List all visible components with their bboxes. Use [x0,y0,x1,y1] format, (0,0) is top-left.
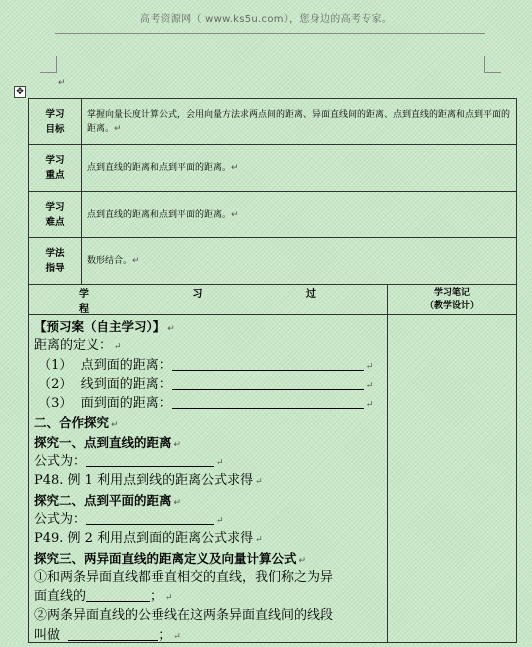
formula-line-1: 公式为： ↵ [34,454,224,470]
row-content [87,238,510,284]
coop-title: 二、合作探究 ↵ [34,415,119,431]
method-text: 数形结合。 [87,256,133,266]
notes-column[interactable] [387,315,516,642]
process-body [34,317,384,645]
definition-1-line-b: 面直线的 ； ↵ [34,589,173,605]
label-line-2: 指导 [45,263,65,274]
formula-line-2: 公式为： ↵ [34,511,224,527]
label-line-2: 重点 [45,170,65,181]
difficulties-text: 点到直线的距离和点到平面的距离。 [87,209,232,220]
answer-blank[interactable] [86,453,214,467]
definition-1-line-a: ①和两条异面直线都垂直相交的直线，我们称之为异 [34,569,334,585]
answer-blank[interactable] [172,357,364,371]
preview-title: 【预习案（自主学习）】 ↵ [34,319,175,334]
crop-mark-left [40,56,57,73]
row-label [29,238,82,284]
paragraph-mark: ↵ [58,78,66,88]
label-line-2: 目标 [45,123,65,135]
definition-2-line-b: 叫做 ； ↵ [34,627,181,643]
row-content [87,192,510,237]
lesson-plan-table [28,98,517,643]
answer-blank[interactable] [172,376,364,390]
item-1: （1） 点到面的距离： ↵ [38,357,374,373]
label-line-2: 难点 [45,216,65,228]
notes-header-line-2: （教学设计） [424,301,479,311]
header-rule [55,33,485,34]
row-label [29,145,82,191]
example-2: P49. 例 2 利用点到面的距离公式求得 ↵ [34,531,263,547]
table-row-objective [29,99,516,145]
paragraph-mark: ↵ [231,209,239,220]
label-line-1: 学习 [45,108,65,120]
item-3: （3） 面到面的距离： ↵ [38,396,374,412]
paragraph-mark: ↵ [231,163,239,173]
objective-text: 掌握向量长度计算公式，会用向量方法求两点间的距离、异面直线间的距离、点到直线的距离和点到平面的距离。 [87,109,511,134]
process-header: 学 习 过 程 [79,289,366,315]
answer-blank[interactable] [86,588,150,602]
table-row-difficulties [29,192,516,238]
table-row-key-points [29,145,516,192]
table-row-method [29,238,516,285]
row-content [87,145,510,191]
paragraph-mark: ↵ [114,123,122,134]
crop-mark-right [484,56,501,73]
notes-header-line-1: 学习笔记 [433,288,470,298]
row-content [87,99,510,144]
label-line-1: 学习 [45,155,65,166]
item-2: （2） 线到面的距离： ↵ [38,376,374,392]
label-line-1: 学习 [45,201,65,213]
answer-blank[interactable] [86,511,214,525]
page-header-text: 高考资源网（ www.ks5u.com），您身边的高考专家。 [139,14,393,25]
explore-2-title: 探究二、点到平面的距离 ↵ [34,492,182,508]
key-points-text: 点到直线的距离和点到平面的距离。 [87,163,232,173]
answer-blank[interactable] [172,395,364,409]
notes-header [387,285,516,315]
label-line-1: 学法 [45,248,65,259]
definition-line: 距离的定义： ↵ [34,338,122,354]
answer-blank[interactable] [68,627,158,641]
row-label [29,99,82,144]
explore-1-title: 探究一、点到直线的距离 ↵ [34,434,182,450]
paragraph-mark: ↵ [132,256,140,266]
explore-3-title: 探究三、两异面直线的距离定义及向量计算公式 ↵ [34,550,307,566]
example-1: P48. 例 1 利用点到线的距离公式求得 ↵ [34,473,263,489]
row-label [29,192,82,237]
table-move-handle-icon[interactable]: ✥ [14,86,26,98]
definition-2-line-a: ②两条异面直线的公垂线在这两条异面直线间的线段 [34,608,334,624]
